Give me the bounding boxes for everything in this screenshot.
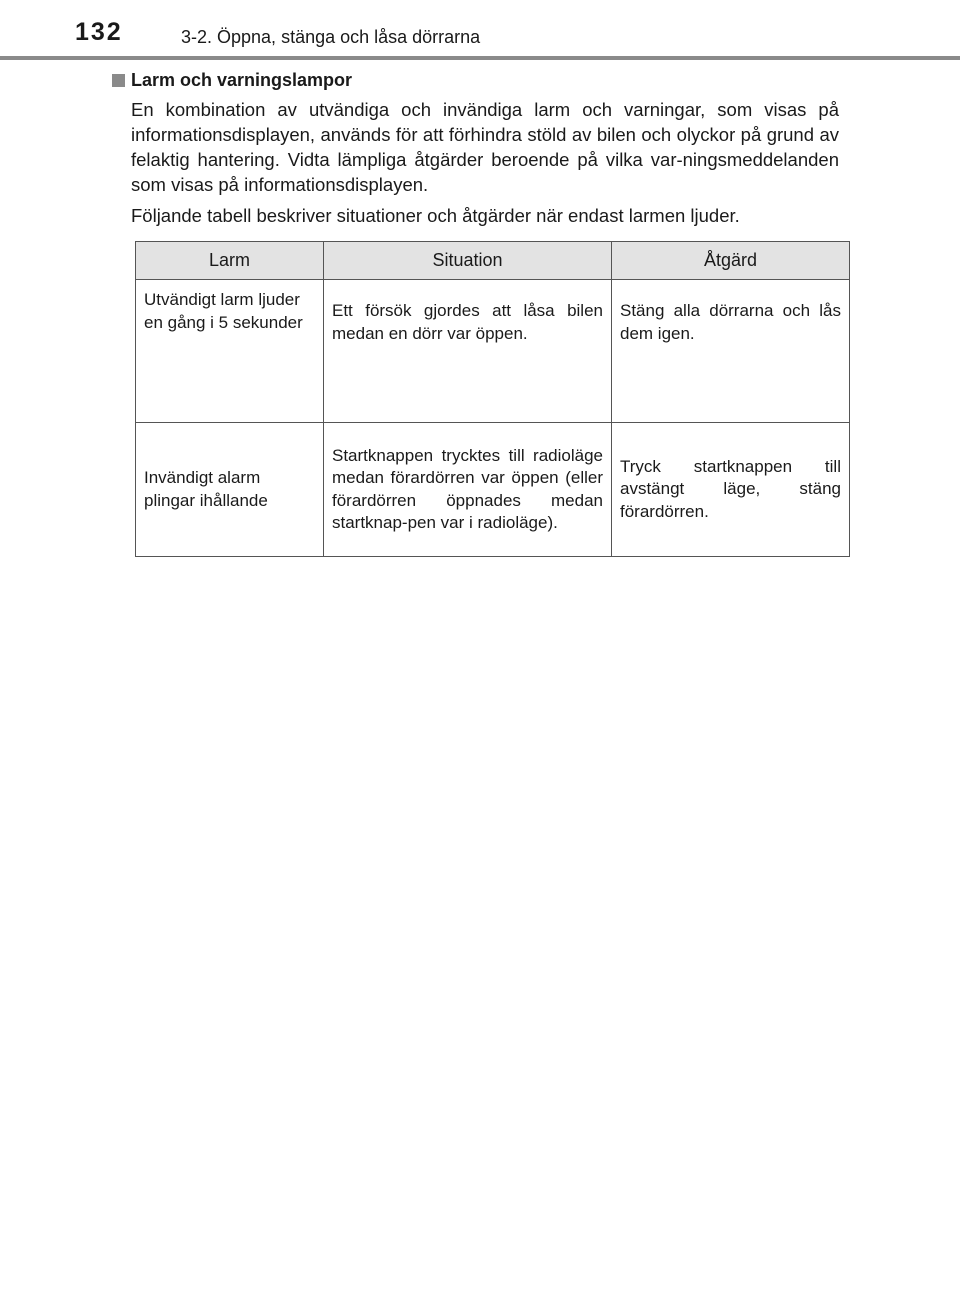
square-bullet-icon: [112, 74, 125, 87]
page-number: 132: [75, 18, 123, 46]
header-atgard: Åtgärd: [612, 242, 850, 280]
table-intro-paragraph: Följande tabell beskriver situationer och åtgärder när endast larmen ljuder.: [131, 205, 740, 226]
cell-situation: Startknappen trycktes till radioläge medan förardörren var öppen (eller förardörren öppnades medan startknap-pen var i radioläge).: [324, 423, 612, 557]
table-row: [136, 423, 850, 557]
table-header-row: [136, 242, 850, 280]
header-situation: Situation: [324, 242, 612, 280]
table-row: [136, 280, 850, 423]
intro-paragraph: En kombination av utvändiga och invändiga larm och varningar, som visas på informationsdisplayen, används för att förhindra stöld av bilen och olyckor på grund av felaktig hantering. Vidta lämpliga åtgärder beroende på vilka var-ningsmeddelanden som visas på informationsdisplayen.: [131, 99, 839, 195]
cell-atgard: Tryck startknappen till avstängt läge, stäng förardörren.: [612, 423, 850, 557]
header-larm: Larm: [136, 242, 324, 280]
chapter-title: 3-2. Öppna, stänga och låsa dörrarna: [181, 27, 481, 47]
section-heading: [112, 70, 352, 91]
header-rule: [0, 56, 960, 60]
cell-atgard: Stäng alla dörrarna och lås dem igen.: [612, 280, 850, 423]
section-heading-text: Larm och varningslampor: [131, 70, 353, 90]
cell-larm: Utvändigt larm ljuder en gång i 5 sekunder: [136, 280, 324, 423]
cell-larm: Invändigt alarm plingar ihållande: [136, 423, 324, 557]
alarm-table: [135, 241, 850, 557]
cell-situation: Ett försök gjordes att låsa bilen medan en dörr var öppen.: [324, 280, 612, 423]
